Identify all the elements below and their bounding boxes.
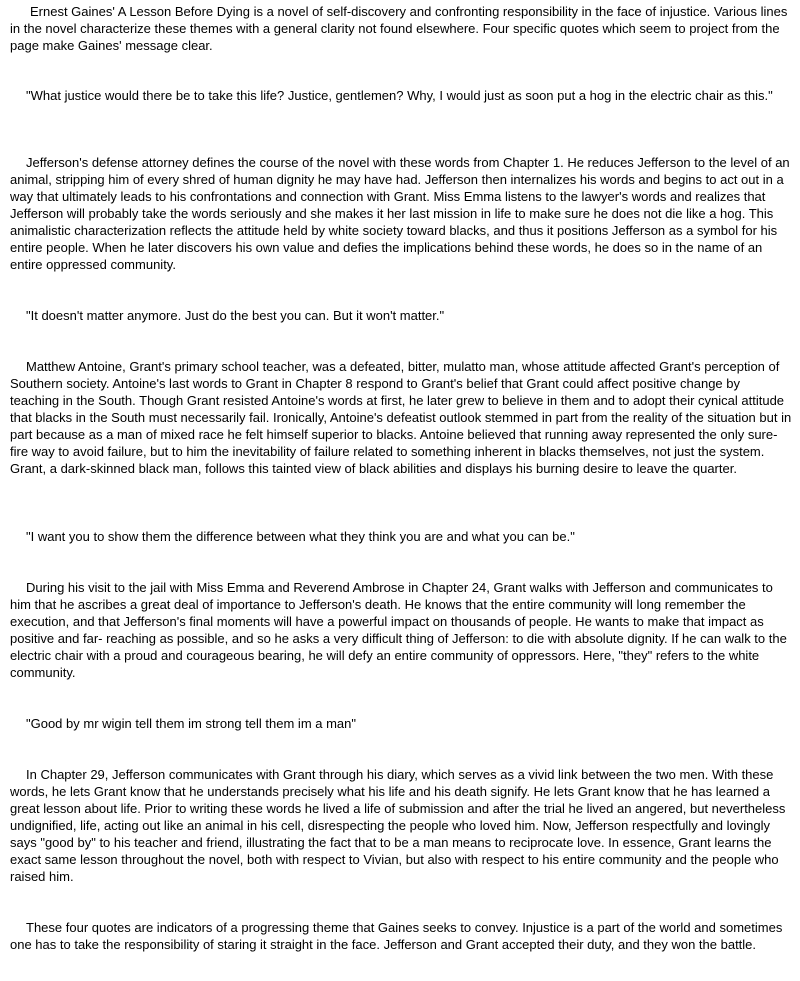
analysis-paragraph-2: Matthew Antoine, Grant's primary school teacher, was a defeated, bitter, mulatto man, whose attitude affected Grant's perception of Southern society. Antoine's last words to Grant in Chapter 8 respond to Grant's belief that Grant could affect positive change by teaching in the South. Though Grant resisted Antoine's words at first, he later grew to believe in them and to adopt their cynical attitude that blacks in the South must necessarily fail. Ironically, Antoine's defeatist outlook stemmed in part from the reality of the situation but in part because as a man of mixed race he felt himself superior to blacks. Antoine believed that running away represented the only sure-fire way to avoid failure, but to him the inevitability of failure related to something inherent in blacks themselves, not just the system. Grant, a dark-skinned black man, follows this tainted view of black abilities and displays his burning desire to leave the quarter. (10, 359, 792, 476)
intro-paragraph: Ernest Gaines' A Lesson Before Dying is a novel of self-discovery and confronting responsibility in the face of injustice. Various lines in the novel characterize these themes with a general clarity not found elsewhere. Four specific quotes which seem to project from the page make Gaines' message clear. (10, 4, 788, 53)
analysis-paragraph-3: During his visit to the jail with Miss Emma and Reverend Ambrose in Chapter 24, Grant walks with Jefferson and communicates to him that he ascribes a great deal of importance to Jefferson's death. He knows that the entire community will long remember the execution, and that Jefferson's final moments will have a powerful impact on thousands of people. He wants to make that impact as positive and far- reaching as possible, and so he asks a very difficult thing of Jefferson: to die with absolute dignity. If he can walk to the electric chair with a proud and courageous bearing, he will defy an entire community of oppressors. Here, "they" refers to the white community. (10, 580, 787, 680)
quote-4: "Good by mr wigin tell them im strong tell them im a man" (26, 716, 357, 731)
quote-2: "It doesn't matter anymore. Just do the best you can. But it won't matter." (26, 308, 445, 323)
analysis-paragraph-1: Jefferson's defense attorney defines the course of the novel with these words from Chapter 1. He reduces Jefferson to the level of an animal, stripping him of every shred of human dignity he may have had. Jefferson then internalizes his words and begins to act out in a way that ultimately leads to his confrontations and connection with Grant. Miss Emma listens to the lawyer's words and realizes that Jefferson will probably take the words seriously and she makes it her last mission in life to make sure he does not die like a hog. This animalistic characterization reflects the attitude held by white society toward blacks, and thus it positions Jefferson as a symbol for his entire people. When he later discovers his own value and defies the implications behind these words, he does so in the name of an entire oppressed community. (10, 155, 790, 272)
quote-3: "I want you to show them the difference between what they think you are and what you can be." (26, 529, 575, 544)
quote-1: "What justice would there be to take this life? Justice, gentlemen? Why, I would just as soon put a hog in the electric chair as this." (26, 88, 773, 103)
analysis-paragraph-4: In Chapter 29, Jefferson communicates with Grant through his diary, which serves as a vivid link between the two men. With these words, he lets Grant know that he understands precisely what his life and his death signify. He lets Grant know that he has learned a great lesson about life. Prior to writing these words he lived a life of submission and after the trial he lived an angered, but nevertheless undignified, life, acting out like an animal in his cell, disrespecting the people who loved him. Now, Jefferson respectfully and lovingly says "good by" to his teacher and friend, illustrating the fact that to be a man means to reciprocate love. In essence, Grant learns the exact same lesson throughout the novel, both with respect to Vivian, but also with respect to his entire community and the people who raised him. (10, 767, 786, 884)
conclusion-paragraph: These four quotes are indicators of a progressing theme that Gaines seeks to convey. Injustice is a part of the world and sometimes one has to take the responsibility of staring it straight in the face. Jefferson and Grant accepted their duty, and they won the battle. (10, 920, 783, 952)
